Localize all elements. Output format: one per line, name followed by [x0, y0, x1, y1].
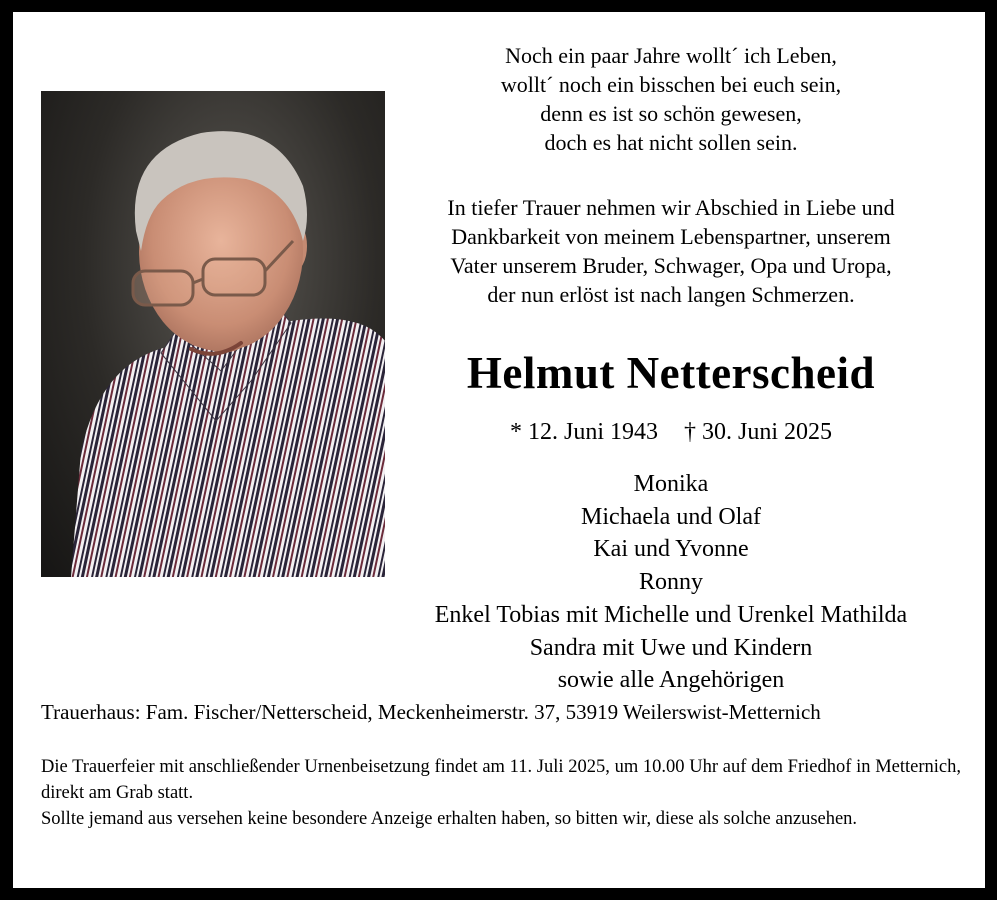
poem-line: Noch ein paar Jahre wollt´ ich Leben, — [505, 43, 837, 68]
mourning-house-address: Trauerhaus: Fam. Fischer/Netterscheid, Meckenheimerstr. 37, 53919 Weilerswist-Metternich — [41, 700, 821, 724]
poem-line: wollt´ noch ein bisschen bei euch sein, — [500, 72, 842, 97]
mourner-line: Michaela und Olaf — [581, 503, 761, 530]
portrait-photo — [41, 91, 385, 577]
mourning-statement — [371, 193, 971, 309]
mourner-line: Monika — [633, 471, 709, 497]
mourners-list — [371, 468, 971, 697]
statement-line: Vater unserem Bruder, Schwager, Opa und Uropa, — [450, 253, 892, 278]
poem-line: doch es hat nicht sollen sein. — [544, 130, 798, 155]
obituary-card — [13, 12, 985, 888]
mourner-line: sowie alle Angehörigen — [557, 667, 785, 694]
poem-line: denn es ist so schön gewesen, — [540, 101, 802, 126]
statement-line: In tiefer Trauer nehmen wir Abschied in Liebe und — [447, 195, 895, 220]
mourner-line: Sandra mit Uwe und Kindern — [529, 634, 813, 661]
mourner-line: Kai und Yvonne — [593, 536, 749, 563]
poem — [371, 41, 971, 157]
mourner-line: Ronny — [638, 569, 703, 596]
birth-date: * 12. Juni 1943 — [509, 419, 658, 445]
death-date: † 30. Juni 2025 — [684, 419, 833, 445]
deceased-name: Helmut Netterscheid — [466, 348, 876, 398]
mourner-line: Enkel Tobias mit Michelle und Urenkel Mathilda — [434, 601, 908, 628]
life-dates — [371, 416, 971, 448]
ceremony-info: Die Trauerfeier mit anschließender Urnenbeisetzung findet am 11. Juli 2025, um 10.00 Uhr auf dem Friedhof in Metternich, direkt am Grab statt. — [41, 757, 961, 803]
funeral-notice — [41, 754, 961, 832]
statement-line: der nun erlöst ist nach langen Schmerzen. — [487, 282, 855, 307]
missed-notice-note: Sollte jemand aus versehen keine besondere Anzeige erhalten haben, so bitten wir, diese als solche anzusehen. — [41, 809, 858, 829]
portrait-illustration — [41, 91, 385, 577]
statement-line: Dankbarkeit von meinem Lebenspartner, unserem — [451, 224, 891, 249]
